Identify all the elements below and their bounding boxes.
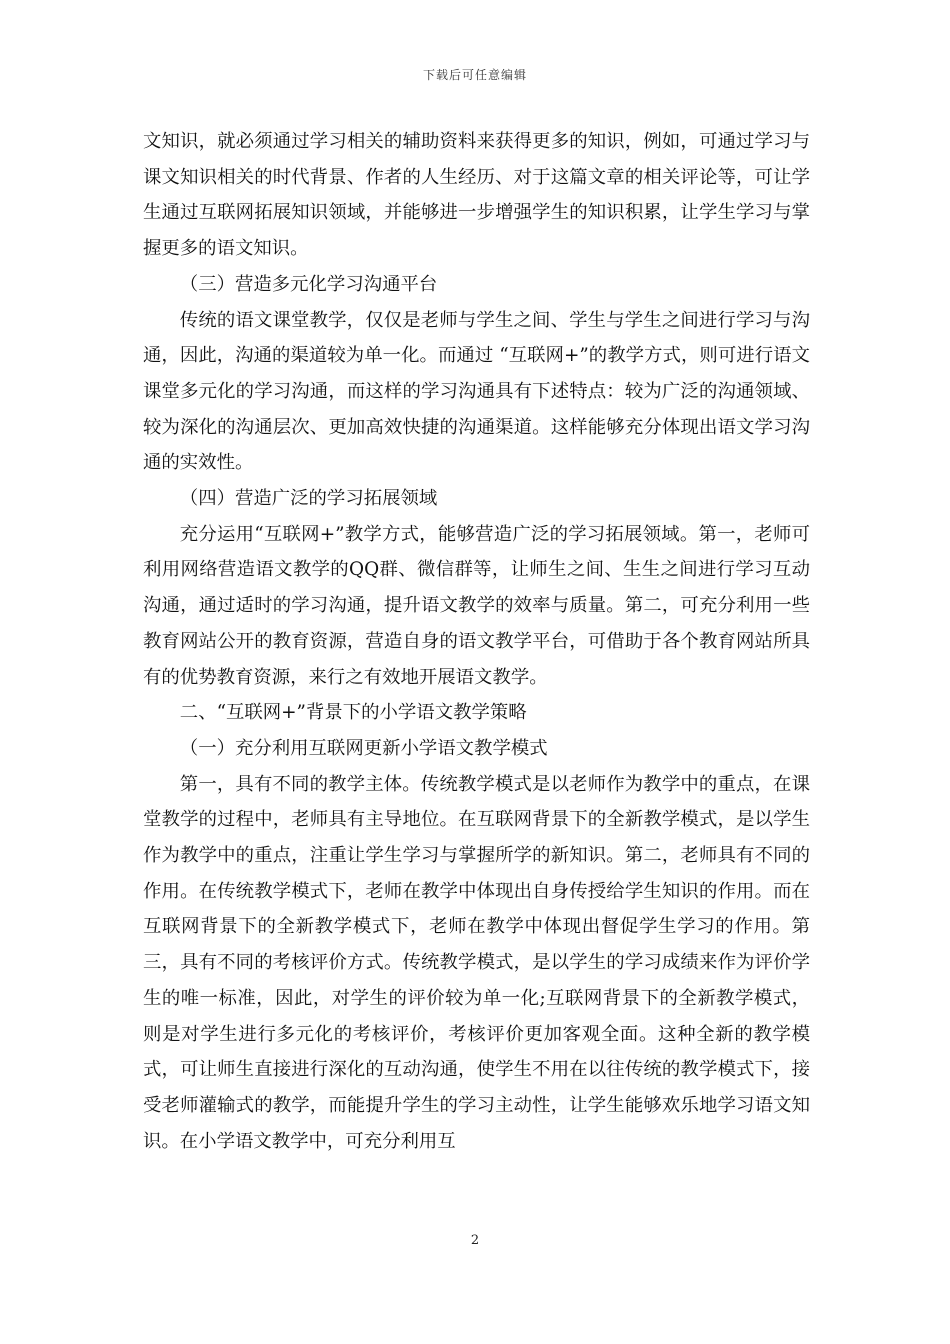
page-header: 下载后可任意编辑 [422, 68, 527, 82]
body-text [143, 124, 810, 1159]
chapter-heading-2: 二、“互联网+”背景下的小学语文教学策略 [179, 702, 527, 724]
paragraph-3: 充分运用“互联网+”教学方式，能够营造广泛的学习拓展领域。第一，老师可利用网络营造语文教学的QQ群、微信群等，让师生之间、生生之间进行学习互动沟通，通过适时的学习沟通，提升语文教学的效率与质量。第二，可充分利用一些教育网站公开的教育资源，营造自身的语文教学平台，可借助于各个教育网站所具有的优势教育资源，来行之有效地开展语文教学。 [143, 523, 810, 688]
paragraph-4: 第一，具有不同的教学主体。传统教学模式是以老师作为教学中的重点，在课堂教学的过程中，老师具有主导地位。在互联网背景下的全新教学模式，是以学生作为教学中的重点，注重让学生学习与掌握所学的新知识。第二，老师具有不同的作用。在传统教学模式下，老师在教学中体现出自身传授给学生知识的作用。而在互联网背景下的全新教学模式下，老师在教学中体现出督促学生学习的作用。第三，具有不同的考核评价方式。传统教学模式，是以学生的学习成绩来作为评价学生的唯一标准，因此，对学生的评价较为单一化;互联网背景下的全新教学模式，则是对学生进行多元化的考核评价，考核评价更加客观全面。这种全新的教学模式，可让师生直接进行深化的互动沟通，使学生不用在以往传统的教学模式下，接受老师灌输式的教学，而能提升学生的学习主动性，让学生能够欢乐地学习语文知识。在小学语文教学中，可充分利用互 [143, 773, 810, 1152]
paragraph-1: 文知识，就必须通过学习相关的辅助资料来获得更多的知识，例如，可通过学习与课文知识相关的时代背景、作者的人生经历、对于这篇文章的相关评论等，可让学生通过互联网拓展知识领域，并能够进一步增强学生的知识积累，让学生学习与掌握更多的语文知识。 [143, 131, 810, 260]
section-heading-1: （一）充分利用互联网更新小学语文教学模式 [179, 737, 548, 759]
section-heading-3: （三）营造多元化学习沟通平台 [179, 273, 438, 295]
section-heading-4: （四）营造广泛的学习拓展领域 [179, 488, 438, 510]
paragraph-2: 传统的语文课堂教学，仅仅是老师与学生之间、学生与学生之间进行学习与沟通，因此，沟通的渠道较为单一化。而通过 “互联网+”的教学方式，则可进行语文课堂多元化的学习沟通，而这样的学习沟通具有下述特点：较为广泛的沟通领域、较为深化的沟通层次、更加高效快捷的沟通渠道。这样能够充分体现出语文学习沟通的实效性。 [143, 309, 810, 474]
page-number: 2 [470, 1233, 480, 1248]
